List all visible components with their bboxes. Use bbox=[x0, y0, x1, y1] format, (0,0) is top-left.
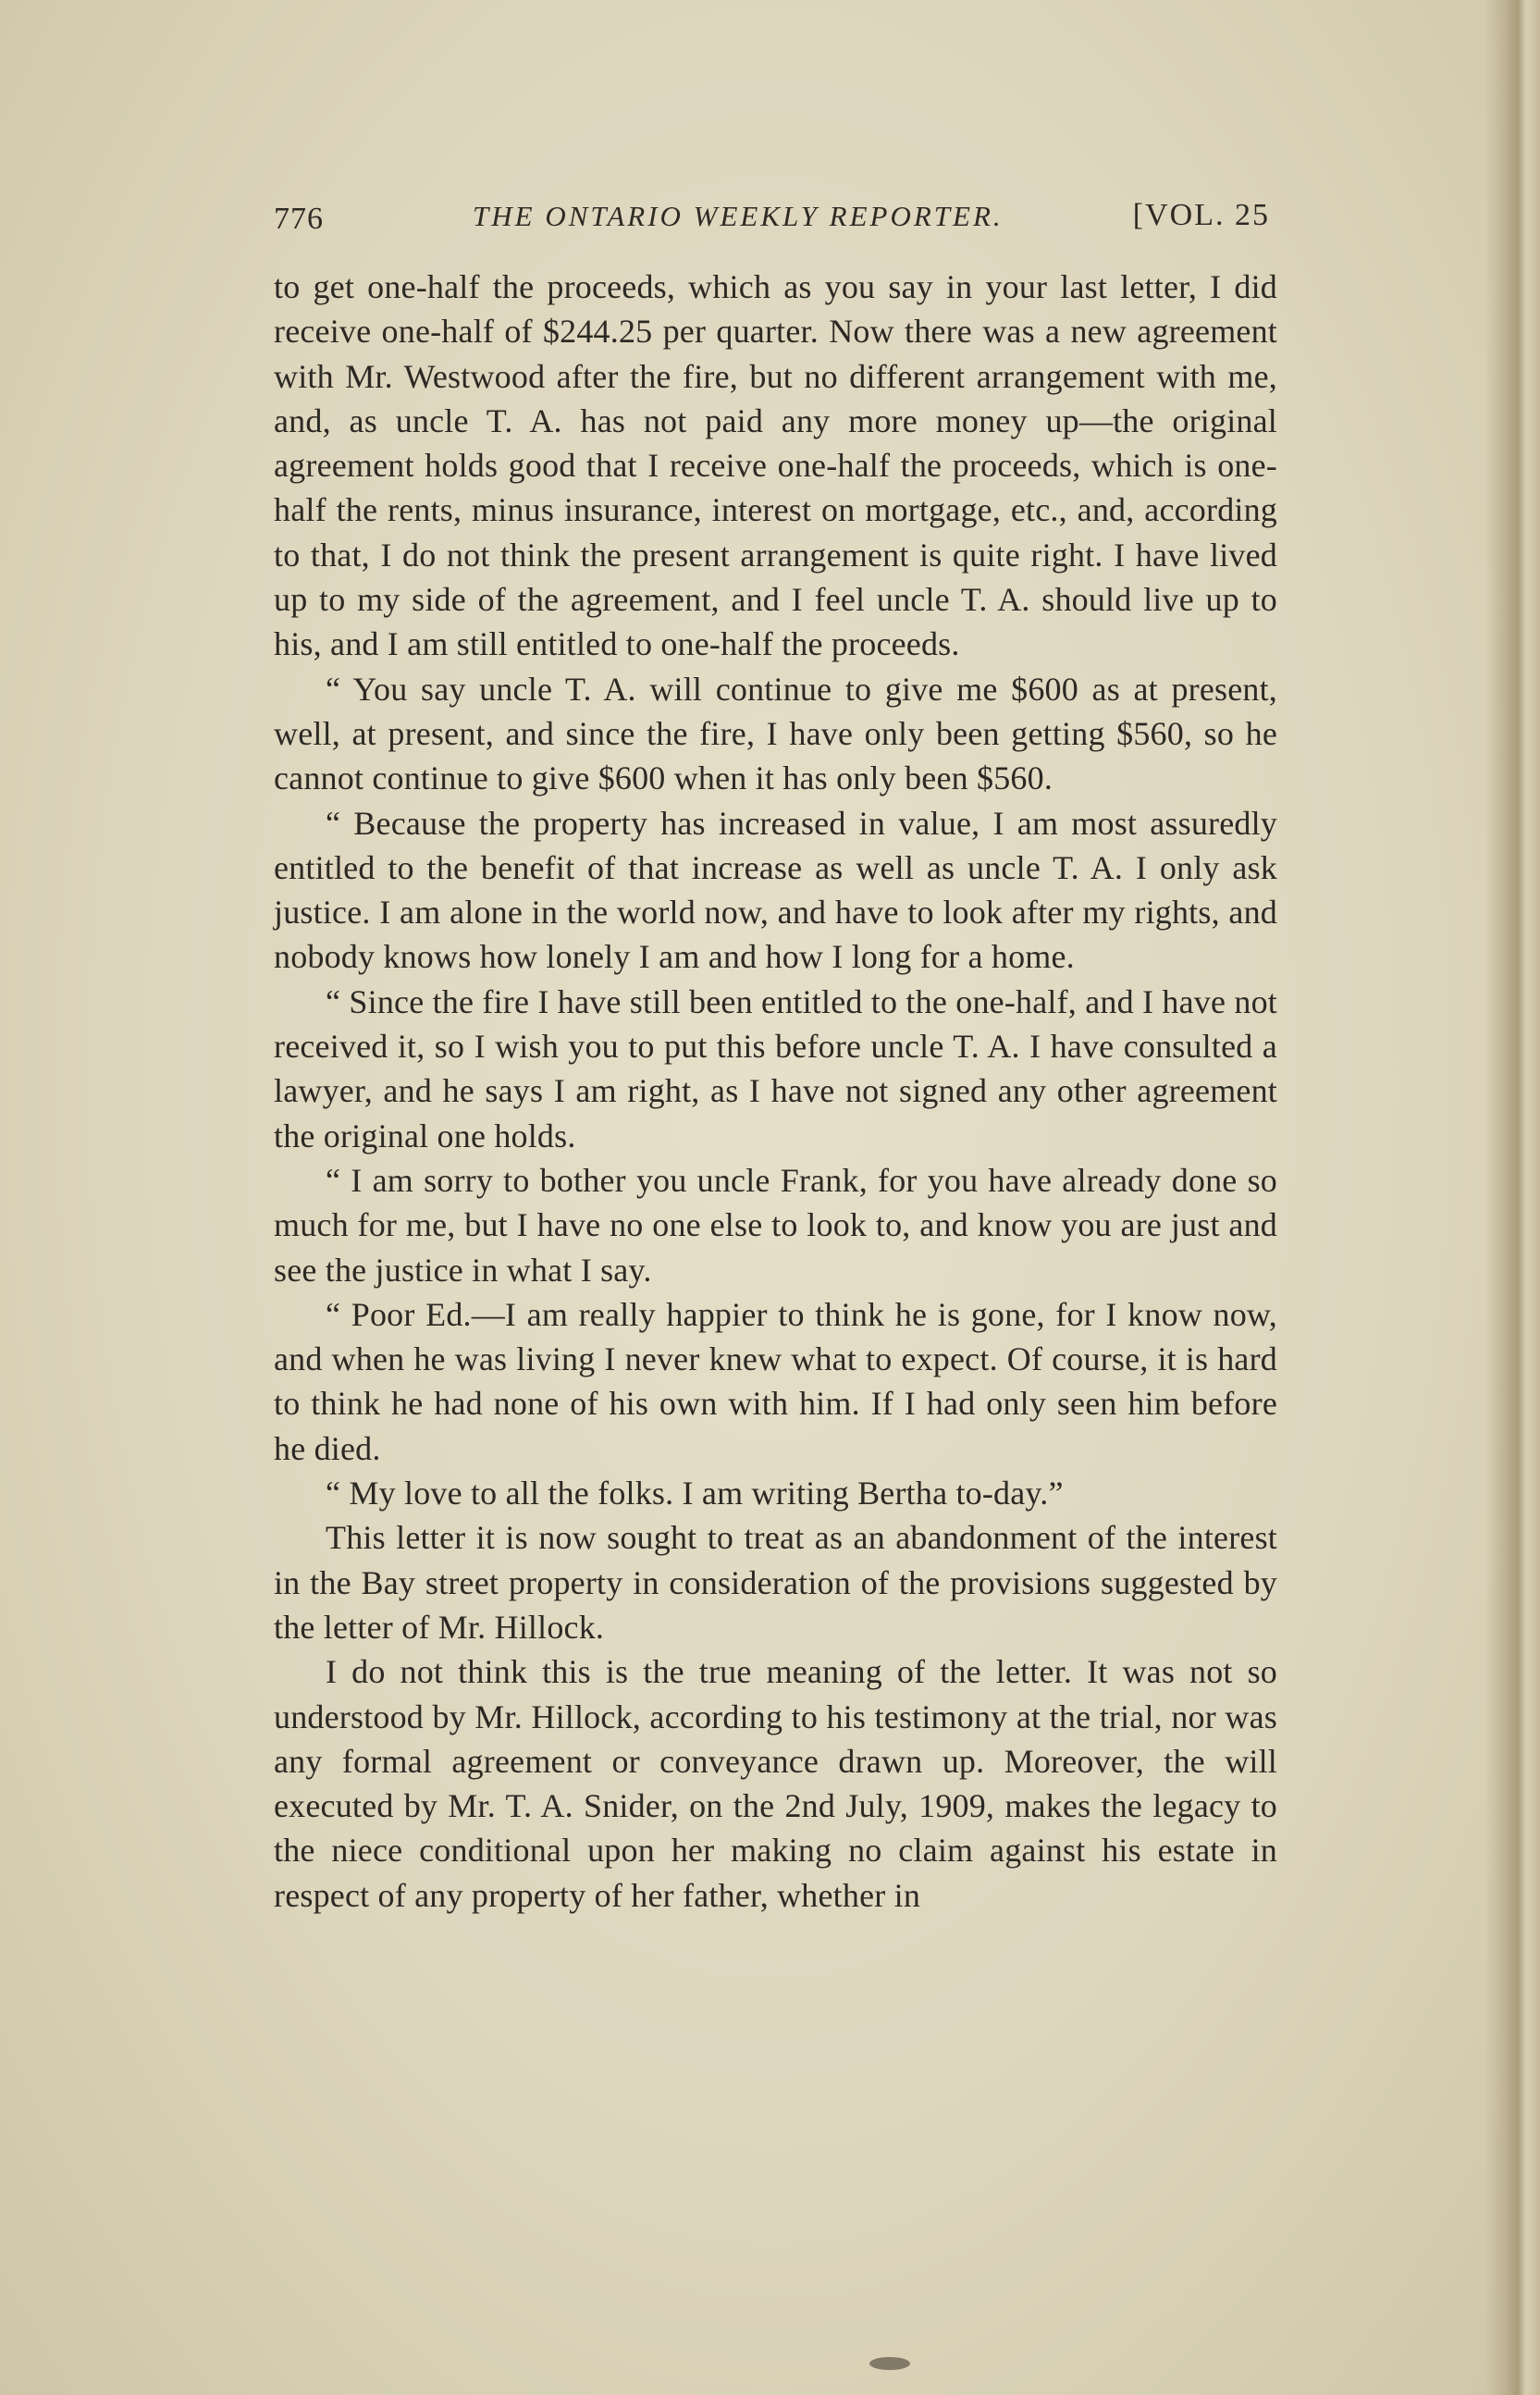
page-edge bbox=[1485, 0, 1540, 2395]
page-number: 776 bbox=[274, 202, 324, 236]
paragraph-4: “ Since the fire I have still been entitled to the one-half, and I have not received it, so I wish you to put this before uncle T. A. I have consulted a lawyer, and he says I am right, as I have not signed any other agreement the original one holds. bbox=[274, 982, 1277, 1154]
paragraph-3: “ Because the property has increased in value, I am most assuredly entitled to the benefit of that increase as well as uncle T. A. I only ask justice. I am alone in the world now, and have to look after my rights, and nobody knows how lonely I am and how I long for a home. bbox=[274, 804, 1277, 976]
running-header bbox=[274, 192, 1277, 248]
paragraph-7: “ My love to all the folks. I am writing Bertha to-day.” bbox=[326, 1475, 1064, 1512]
running-title: THE ONTARIO WEEKLY REPORTER. bbox=[473, 200, 1004, 232]
paragraph-6: “ Poor Ed.—I am really happier to think he is gone, for I know now, and when he was living I never knew what to expect. Of course, it is hard to think he had none of his own with him. If I had only seen him before he died. bbox=[274, 1295, 1277, 1467]
paragraph-1: to get one-half the proceeds, which as you say in your last letter, I did receive one-half of $244.25 per quarter. Now there was a new agreement with Mr. Westwood after the fire, but no different arrangement with me, and, as uncle T. A. has not paid any more money up—the original agreement holds good that I receive one-half the proceeds, which is one-half the rents, minus insurance, interest on mortgage, etc., and, according to that, I do not think the present arrangement is quite right. I have lived up to my side of the agreement, and I feel uncle T. A. should live up to his, and I am still entitled to one-half the proceeds. bbox=[274, 268, 1277, 663]
paragraph-8: This letter it is now sought to treat as an abandonment of the interest in the Bay street property in consideration of the provisions suggested by the letter of Mr. Hillock. bbox=[274, 1519, 1277, 1646]
volume-label: [VOL. 25 bbox=[1132, 198, 1270, 232]
paragraph-5: “ I am sorry to bother you uncle Frank, for you have already done so much for me, but I have no one else to look to, and know you are just and see the justice in what I say. bbox=[274, 1161, 1277, 1289]
ink-smudge bbox=[869, 2357, 910, 2370]
body-text bbox=[274, 265, 1277, 1918]
paragraph-2: “ You say uncle T. A. will continue to give me $600 as at present, well, at present, and since the fire, I have only been getting $560, so he cannot continue to give $600 when it has only been $560. bbox=[274, 670, 1277, 797]
paragraph-9: I do not think this is the true meaning of the letter. It was not so understood by Mr. Hillock, according to his testimony at the trial, nor was any formal agreement or conveyance drawn up. Moreover, the will executed by Mr. T. A. Snider, on the 2nd July, 1909, makes the legacy to the niece conditional upon her making no claim against his estate in respect of any property of her father, whether in bbox=[274, 1653, 1277, 1914]
